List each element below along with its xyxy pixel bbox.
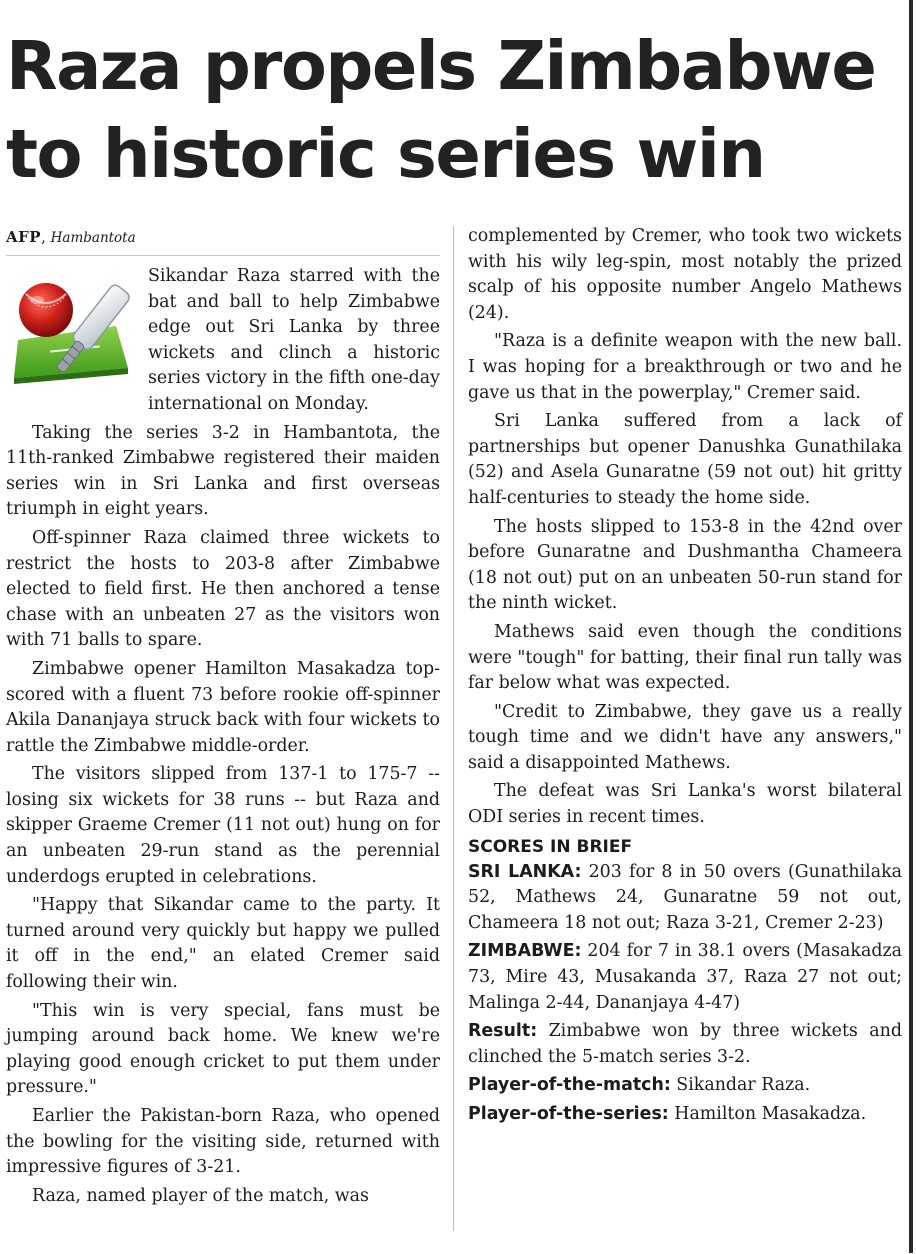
paragraph: "Raza is a definite weapon with the new ball. I was hoping for a breakthrough or two and he gave us that in the powerplay," Cremer said. — [468, 331, 902, 403]
byline — [6, 224, 440, 256]
score-label: Player-of-the-match: — [468, 1075, 671, 1096]
player-of-match — [468, 1073, 902, 1099]
column-divider — [453, 226, 454, 1231]
paragraph: Mathews said even though the conditions were "tough" for batting, their final run tally was far below what was expected. — [468, 621, 902, 694]
paragraph: The defeat was Sri Lanka's worst bilateral ODI series in recent times. — [468, 781, 902, 828]
paragraph: Off-spinner Raza claimed three wickets to restrict the hosts to 203-8 after Zimbabwe elected to field first. He then anchored a tense chase with an unbeaten 27 as the visitors won with 71 balls to spare. — [6, 527, 440, 651]
paragraph: The hosts slipped to 153-8 in the 42nd over before Gunaratne and Dushmantha Chameera (18 not out) put on an unbeaten 50-run stand for the ninth wicket. — [468, 516, 902, 614]
score-sri-lanka — [468, 860, 902, 937]
score-text: Hamilton Masakadza. — [668, 1104, 867, 1124]
cricket-ball-bat-pitch-icon — [10, 270, 138, 398]
right-column — [468, 224, 902, 1254]
paragraph: "This win is very special, fans must be jumping around back home. We knew we're playing good enough cricket to put them under pressure." — [6, 1000, 440, 1098]
paragraph: Sikandar Raza starred with the bat and ball to help Zimbabwe edge out Sri Lanka by three wickets and clinch a historic series victory in the fifth one-day international on Monday. — [148, 266, 440, 414]
byline-place: Hambantota — [50, 230, 136, 246]
score-label: ZIMBABWE: — [468, 941, 582, 962]
scores-heading: SCORES IN BRIEF — [468, 836, 633, 857]
paragraph: "Credit to Zimbabwe, they gave us a really tough time and we didn't have any answers," said a disappointed Mathews. — [468, 701, 902, 773]
page-edge-rule — [909, 0, 913, 1253]
paragraph: The visitors slipped from 137-1 to 175-7 -- losing six wickets for 38 runs -- but Raza and skipper Graeme Cremer (11 not out) hung on for an unbeaten 29-run stand as the perennial underdogs erupted in celebrations. — [6, 764, 440, 887]
ball-shape — [19, 283, 73, 337]
paragraph: Zimbabwe opener Hamilton Masakadza top-scored with a fluent 73 before rookie off-spinner Akila Dananjaya struck back with four wickets to rattle the Zimbabwe middle-order. — [6, 658, 440, 756]
headline: Raza propels Zimbabwe to historic series win — [6, 27, 876, 193]
score-zimbabwe — [468, 939, 902, 1016]
score-text: 204 for 7 in 38.1 overs (Masakadza 73, Mire 43, Musakanda 37, Raza 27 not out; Malinga 2-44, Dananjaya 4-47) — [468, 941, 902, 1013]
cricket-illustration-svg — [10, 270, 138, 398]
left-column — [6, 224, 440, 1254]
score-result — [468, 1019, 902, 1070]
score-label: Player-of-the-series: — [468, 1104, 669, 1124]
score-text: Sikandar Raza. — [670, 1075, 811, 1096]
paragraph: Raza, named player of the match, was — [32, 1185, 369, 1206]
paragraph-continuation: complemented by Cremer, who took two wickets with his wily leg-spin, most notably the prized scalp of his opposite number Angelo Mathews (24). — [468, 226, 902, 323]
score-text: Zimbabwe won by three wickets and clinched the 5-match series 3-2. — [468, 1021, 902, 1067]
paragraph: Taking the series 3-2 in Hambantota, the 11th-ranked Zimbabwe registered their maiden series win in Sri Lanka and first overseas triumph in eight years. — [6, 422, 440, 520]
player-of-series — [468, 1102, 902, 1128]
score-label: SRI LANKA: — [468, 861, 582, 882]
byline-separator: , — [41, 228, 51, 246]
byline-agency: AFP — [6, 228, 42, 246]
score-text: 203 for 8 in 50 overs (Gunathilaka 52, Mathews 24, Gunaratne 59 not out, Chameera 18 not out; Raza 3-21, Cremer 2-23) — [468, 861, 903, 933]
paragraph: "Happy that Sikandar came to the party. It turned around very quickly but happy we pulled it off in the end," an elated Cremer said following their win. — [6, 895, 440, 993]
paragraph: Sri Lanka suffered from a lack of partnerships but opener Danushka Gunathilaka (52) and Asela Gunaratne (59 not out) hit gritty half-centuries to steady the home side. — [468, 411, 902, 508]
paragraph: Earlier the Pakistan-born Raza, who opened the bowling for the visiting side, returned with impressive figures of 3-21. — [6, 1106, 440, 1178]
score-label: Result: — [468, 1021, 538, 1042]
